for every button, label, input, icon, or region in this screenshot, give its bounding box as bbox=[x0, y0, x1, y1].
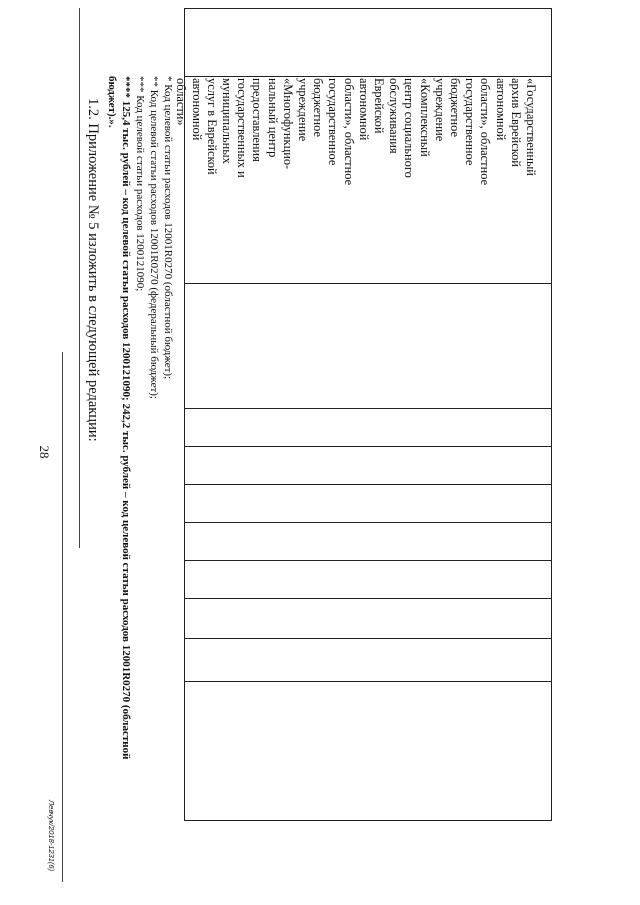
column-divider bbox=[184, 522, 552, 523]
table-border-top bbox=[551, 8, 552, 821]
entity-line: государственное bbox=[326, 78, 341, 166]
entity-line: области» bbox=[174, 78, 189, 126]
column-divider bbox=[184, 681, 552, 682]
footnote-4-continued: бюджет).». bbox=[106, 76, 118, 128]
entity-line: бюджетное bbox=[311, 78, 326, 138]
column-divider bbox=[184, 283, 552, 284]
page-number: 28 bbox=[37, 445, 52, 459]
bottom-rule bbox=[62, 352, 63, 882]
column-divider bbox=[184, 598, 552, 599]
column-divider bbox=[184, 446, 552, 447]
divider-rule bbox=[79, 8, 80, 548]
entity-line: автономной bbox=[356, 78, 371, 141]
table-border-right bbox=[184, 820, 552, 821]
entity-line: учреждение bbox=[295, 78, 310, 142]
entity-line: «Многофункцио- bbox=[280, 78, 295, 170]
entity-line: государственных и bbox=[235, 78, 250, 178]
entity-line: центр социального bbox=[402, 78, 417, 178]
entity-line: архив Еврейской bbox=[508, 78, 523, 167]
section-heading: 1.2. Приложение № 5 изложить в следующей редакции: bbox=[85, 98, 101, 442]
entity-line: предоставления bbox=[250, 78, 265, 162]
document-code: Левчук/2018-1231(6) bbox=[47, 800, 56, 872]
entity-line: обслуживания bbox=[387, 78, 402, 154]
entity-line: «Комплексный bbox=[417, 78, 432, 157]
column-divider bbox=[184, 484, 552, 485]
entity-line: области», областное bbox=[478, 78, 493, 186]
column-divider bbox=[184, 638, 552, 639]
entity-line: бюджетное bbox=[447, 78, 462, 138]
table-border-left bbox=[184, 8, 552, 9]
entity-line: муниципальных bbox=[219, 78, 234, 164]
entity-line: «Государственный bbox=[524, 78, 538, 176]
footnote-2: ** Код целевой статьи расходов 12001R0270 (федеральный бюджет); bbox=[148, 76, 160, 399]
column-divider bbox=[184, 560, 552, 561]
entity-cell-text bbox=[173, 78, 538, 268]
column-divider bbox=[184, 76, 552, 77]
footnote-4: **** 125,4 тыс. рублей – код целевой статьи расходов 1200121090; 242,2 тыс. рублей – код целевой статьи расходов 12001R0270 (областной bbox=[120, 76, 132, 760]
entity-line: области», областное bbox=[341, 78, 356, 186]
column-divider bbox=[184, 408, 552, 409]
entity-line: автономной bbox=[189, 78, 204, 141]
entity-line: автономной bbox=[493, 78, 508, 141]
entity-line: государственное bbox=[463, 78, 478, 166]
entity-line: Еврейской bbox=[371, 78, 386, 134]
footnote-3: *** Код целевой статьи расходов 1200121090; bbox=[134, 76, 146, 292]
entity-line: услуг в Еврейской bbox=[204, 78, 219, 175]
footnotes bbox=[105, 76, 175, 876]
entity-line: нальный центр bbox=[265, 78, 280, 158]
footnote-1: * Код целевой статьи расходов 12001R0270 (областной бюджет); bbox=[162, 76, 174, 380]
entity-line: учреждение bbox=[432, 78, 447, 142]
